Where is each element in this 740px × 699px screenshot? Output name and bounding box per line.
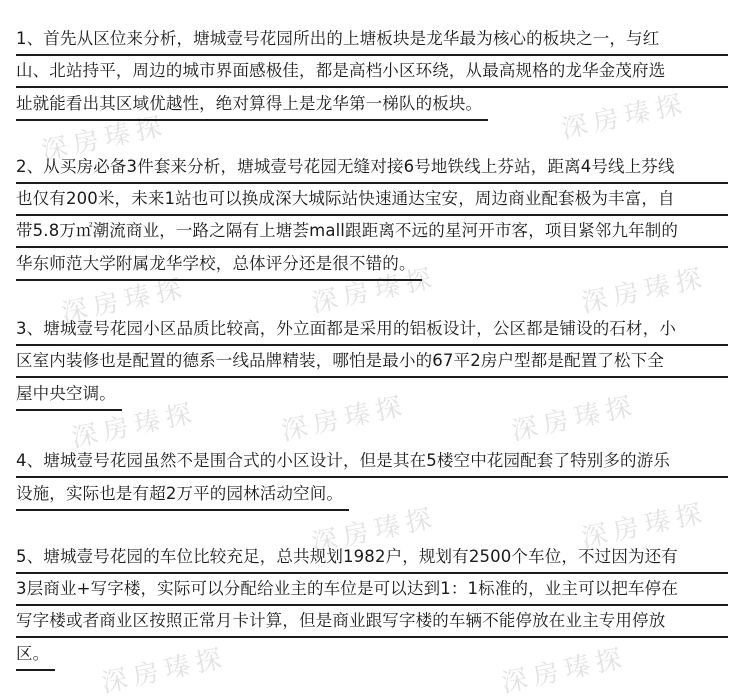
watermark: 深房瑧探: [558, 88, 691, 145]
watermark: 深房瑧探: [68, 397, 201, 454]
paragraph-4: [16, 446, 728, 511]
text-line: 写字楼或者商业区按照正常月卡计算，但是商业跟写字楼的车辆不能停放在业主专用停放: [16, 606, 728, 638]
watermark: 深房瑧探: [278, 390, 411, 447]
watermark: 深房瑧探: [98, 642, 231, 699]
text-line: 5、塘城壹号花园的车位比较充足，总共规划1982户，规划有2500个车位，不过因为还有: [16, 542, 728, 574]
paragraph-5: [16, 542, 728, 671]
watermark: 深房瑧探: [38, 110, 171, 167]
watermark: 深房瑧探: [308, 502, 441, 559]
text-line: 3层商业+写字楼，实际可以分配给业主的车位是可以达到1：1标准的，业主可以把车停在: [16, 574, 728, 606]
text-line: 屋中央空调。: [16, 379, 122, 411]
watermark: 深房瑧探: [58, 272, 191, 329]
paragraph-1: [16, 24, 728, 121]
text-line: 2、从买房必备3件套来分析，塘城壹号花园无缝对接6号地铁线上芬站，距离4号线上芬线: [16, 152, 728, 184]
text-line: 3、塘城壹号花园小区品质比较高，外立面都是采用的铝板设计，公区都是铺设的石材，小: [16, 314, 728, 346]
text-line: 山、北站持平，周边的城市界面感极佳，都是高档小区环绕，从最高规格的龙华金茂府选: [16, 56, 728, 88]
text-line: 址就能看出其区域优越性，绝对算得上是龙华第一梯队的板块。: [16, 89, 488, 121]
text-line: 1、首先从区位来分析，塘城壹号花园所出的上塘板块是龙华最为核心的板块之一，与红: [16, 24, 728, 56]
text-line: 设施，实际也是有超2万平的园林活动空间。: [16, 479, 349, 511]
watermark: 深房瑧探: [498, 642, 631, 699]
watermark: 深房瑧探: [308, 262, 441, 319]
paragraph-3: [16, 314, 728, 411]
paragraph-2: [16, 152, 728, 281]
text-line: 带5.8万㎡潮流商业，一路之隔有上塘荟mall跟距离不远的星河开市客，项目紧邻九年制的: [16, 216, 728, 248]
text-line: 也仅有200米，未来1站也可以换成深大城际站快速通达宝安，周边商业配套极为丰富，自: [16, 184, 728, 216]
watermark: 深房瑧探: [578, 262, 711, 319]
text-line: 华东师范大学附属龙华学校，总体评分还是很不错的。: [16, 249, 422, 281]
text-line: 区室内装修也是配置的德系一线品牌精装，哪怕是最小的67平2房户型都是配置了松下全: [16, 346, 728, 378]
watermark: 深房瑧探: [508, 390, 641, 447]
watermark: 深房瑧探: [578, 497, 711, 554]
text-line: 区。: [16, 639, 55, 671]
text-line: 4、塘城壹号花园虽然不是围合式的小区设计，但是其在5楼空中花园配套了特别多的游乐: [16, 446, 728, 478]
